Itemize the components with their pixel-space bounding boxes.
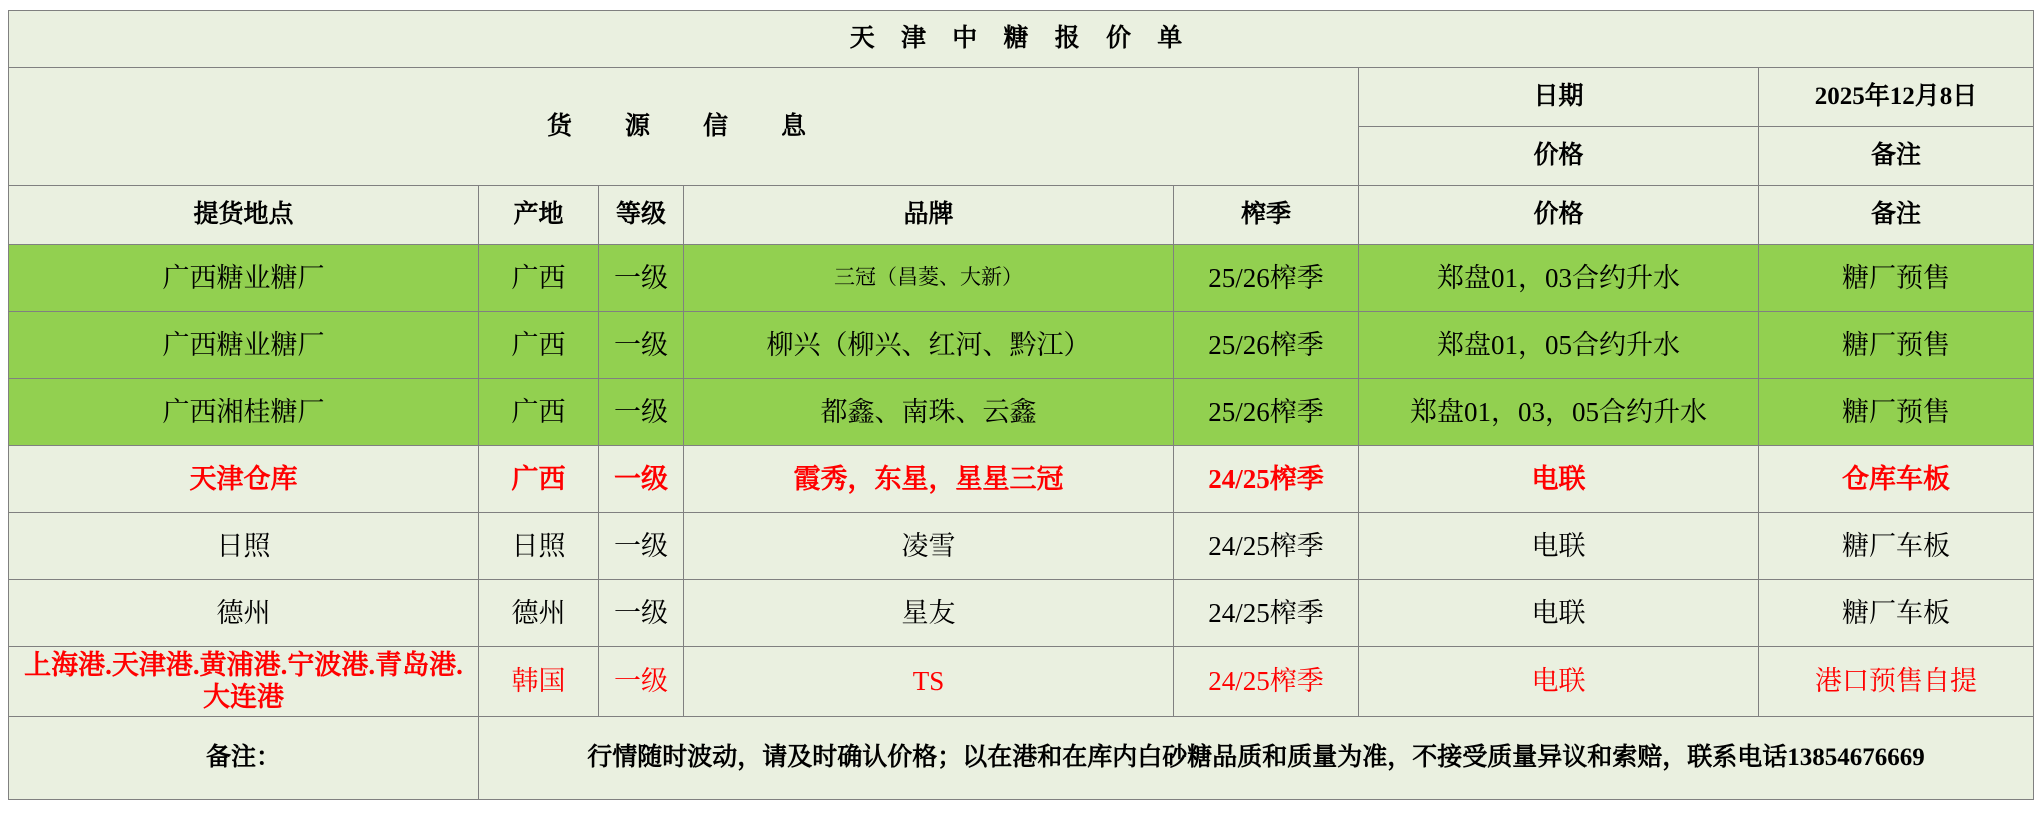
cell-crushing-season: 24/25榨季 bbox=[1174, 446, 1359, 513]
cell-crushing-season: 24/25榨季 bbox=[1174, 580, 1359, 647]
table-row bbox=[9, 379, 2034, 446]
cell-pickup-location: 日照 bbox=[9, 513, 479, 580]
cell-price: 电联 bbox=[1359, 580, 1759, 647]
cell-pickup-location: 上海港.天津港.黄浦港.宁波港.青岛港.大连港 bbox=[9, 647, 479, 717]
footer-note: 行情随时波动，请及时确认价格；以在港和在库内白砂糖品质和质量为准，不接受质量异议和索赔，联系电话13854676669 bbox=[479, 716, 2034, 799]
cell-remark: 糖厂车板 bbox=[1759, 580, 2034, 647]
price-quote-table bbox=[8, 10, 2034, 800]
cell-origin: 广西 bbox=[479, 446, 599, 513]
date-row bbox=[9, 68, 2034, 127]
cell-crushing-season: 25/26榨季 bbox=[1174, 379, 1359, 446]
cell-pickup-location: 天津仓库 bbox=[9, 446, 479, 513]
cell-remark: 糖厂车板 bbox=[1759, 513, 2034, 580]
col-header-remark: 备注 bbox=[1759, 186, 2034, 245]
table-row bbox=[9, 446, 2034, 513]
table-row bbox=[9, 312, 2034, 379]
cell-price: 郑盘01，05合约升水 bbox=[1359, 312, 1759, 379]
cell-remark: 糖厂预售 bbox=[1759, 379, 2034, 446]
cell-brand: 都鑫、南珠、云鑫 bbox=[684, 379, 1174, 446]
table-row bbox=[9, 580, 2034, 647]
cell-pickup-location: 广西糖业糖厂 bbox=[9, 312, 479, 379]
cell-brand: TS bbox=[684, 647, 1174, 717]
cell-grade: 一级 bbox=[599, 513, 684, 580]
cell-price: 郑盘01，03，05合约升水 bbox=[1359, 379, 1759, 446]
cell-crushing-season: 24/25榨季 bbox=[1174, 513, 1359, 580]
cell-price: 郑盘01，03合约升水 bbox=[1359, 245, 1759, 312]
col-header-crushing-season: 榨季 bbox=[1174, 186, 1359, 245]
cell-grade: 一级 bbox=[599, 446, 684, 513]
cell-origin: 日照 bbox=[479, 513, 599, 580]
cell-origin: 广西 bbox=[479, 245, 599, 312]
date-label: 日期 bbox=[1359, 68, 1759, 127]
cell-remark: 仓库车板 bbox=[1759, 446, 2034, 513]
table-row bbox=[9, 245, 2034, 312]
page-title: 天 津 中 糖 报 价 单 bbox=[9, 11, 2034, 68]
cell-pickup-location: 广西糖业糖厂 bbox=[9, 245, 479, 312]
footer-label: 备注： bbox=[9, 716, 479, 799]
cell-origin: 广西 bbox=[479, 379, 599, 446]
cell-grade: 一级 bbox=[599, 379, 684, 446]
cell-price: 电联 bbox=[1359, 446, 1759, 513]
column-header-row bbox=[9, 186, 2034, 245]
col-header-origin: 产地 bbox=[479, 186, 599, 245]
price-group-label: 价格 bbox=[1359, 127, 1759, 186]
cell-crushing-season: 25/26榨季 bbox=[1174, 245, 1359, 312]
cell-grade: 一级 bbox=[599, 312, 684, 379]
col-header-grade: 等级 bbox=[599, 186, 684, 245]
cell-grade: 一级 bbox=[599, 245, 684, 312]
remark-group-label: 备注 bbox=[1759, 127, 2034, 186]
cell-remark: 糖厂预售 bbox=[1759, 245, 2034, 312]
table-row bbox=[9, 647, 2034, 717]
cell-origin: 德州 bbox=[479, 580, 599, 647]
cell-grade: 一级 bbox=[599, 580, 684, 647]
cell-brand: 柳兴（柳兴、红河、黔江） bbox=[684, 312, 1174, 379]
cell-origin: 广西 bbox=[479, 312, 599, 379]
table-row bbox=[9, 513, 2034, 580]
cell-origin: 韩国 bbox=[479, 647, 599, 717]
footer-row bbox=[9, 716, 2034, 799]
cell-brand: 星友 bbox=[684, 580, 1174, 647]
title-row bbox=[9, 11, 2034, 68]
cell-remark: 糖厂预售 bbox=[1759, 312, 2034, 379]
cell-grade: 一级 bbox=[599, 647, 684, 717]
cell-crushing-season: 25/26榨季 bbox=[1174, 312, 1359, 379]
cell-pickup-location: 德州 bbox=[9, 580, 479, 647]
cell-pickup-location: 广西湘桂糖厂 bbox=[9, 379, 479, 446]
cell-price: 电联 bbox=[1359, 647, 1759, 717]
cell-brand: 凌雪 bbox=[684, 513, 1174, 580]
cell-crushing-season: 24/25榨季 bbox=[1174, 647, 1359, 717]
cell-price: 电联 bbox=[1359, 513, 1759, 580]
col-header-brand: 品牌 bbox=[684, 186, 1174, 245]
date-value: 2025年12月8日 bbox=[1759, 68, 2034, 127]
cell-brand: 三冠（昌菱、大新） bbox=[684, 245, 1174, 312]
col-header-pickup-location: 提货地点 bbox=[9, 186, 479, 245]
cell-remark: 港口预售自提 bbox=[1759, 647, 2034, 717]
col-header-price: 价格 bbox=[1359, 186, 1759, 245]
source-info-label: 货 源 信 息 bbox=[9, 68, 1359, 186]
cell-brand: 霞秀，东星，星星三冠 bbox=[684, 446, 1174, 513]
